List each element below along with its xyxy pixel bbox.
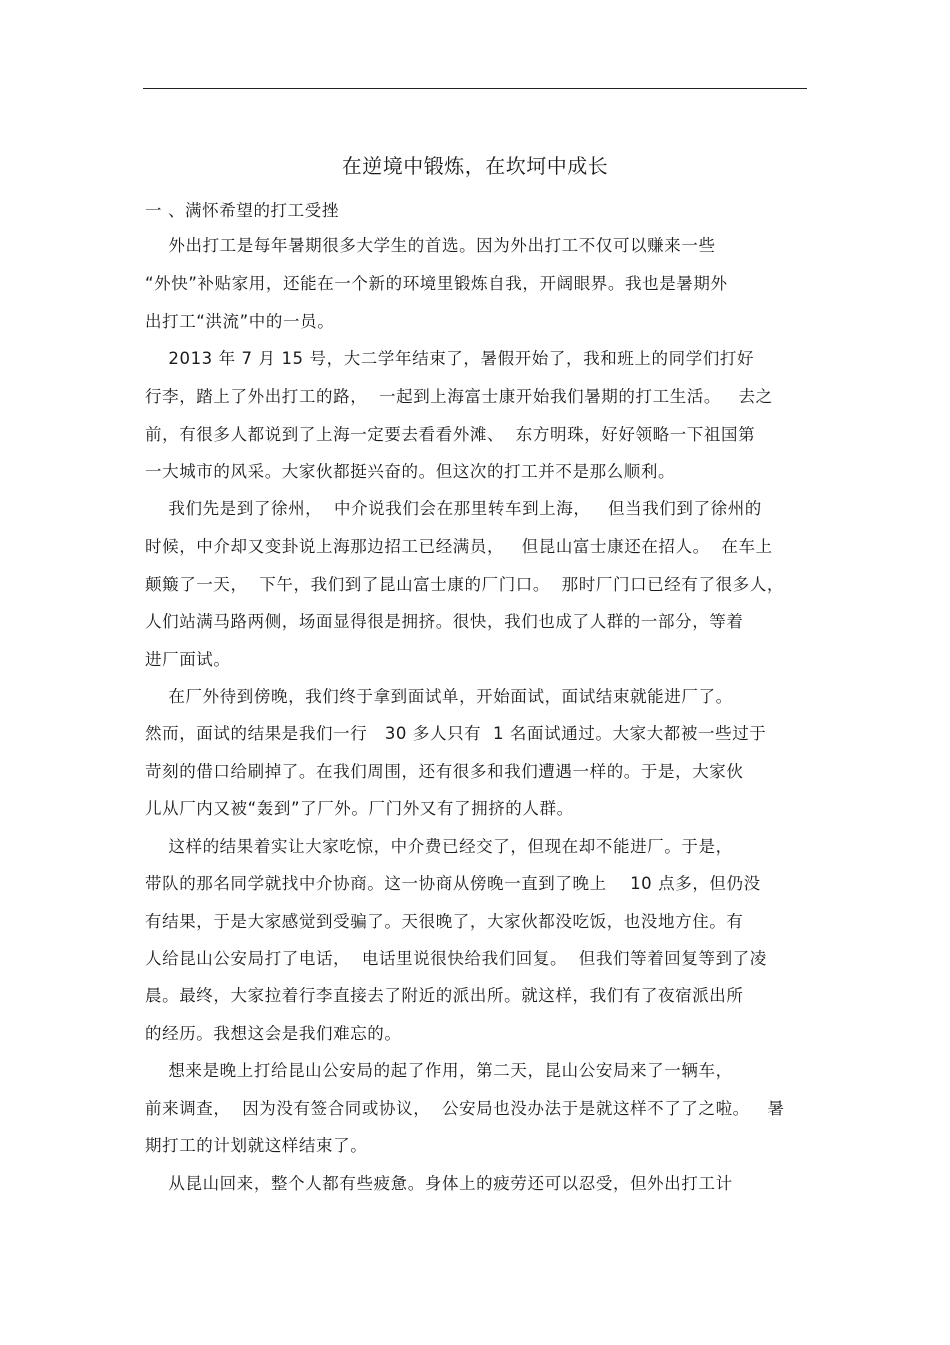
body-line: 有结果，于是大家感觉到受骗了。天很晚了，大家伙都没吃饭，也没地方住。有	[145, 912, 744, 931]
body-line: 的经历。我想这会是我们难忘的。	[145, 1024, 402, 1043]
body-line: 从昆山回来，整个人都有些疲惫。身体上的疲劳还可以忍受，但外出打工计	[145, 1174, 733, 1193]
body-line: 期打工的计划就这样结束了。	[145, 1136, 368, 1155]
body-line: 人们站满马路两侧，场面显得很是拥挤。很快，我们也成了人群的一部分，等着	[145, 612, 744, 631]
body-line: 2013 年 7 月 15 号，大二学年结束了，暑假开始了，我和班上的同学们打好	[145, 349, 755, 368]
body-line: 这样的结果着实让大家吃惊，中介费已经交了，但现在却不能进厂。于是，	[145, 837, 733, 856]
body-line: 儿从厂内又被“轰到”了厂外。厂门外又有了拥挤的人群。	[145, 799, 574, 818]
body-line: 前，有很多人都说到了上海一定要去看看外滩、 东方明珠，好好领略一下祖国第	[145, 425, 756, 444]
body-line: 想来是晚上打给昆山公安局的起了作用，第二天，昆山公安局来了一辆车，	[145, 1061, 733, 1080]
body-line: 行李，踏上了外出打工的路， 一起到上海富士康开始我们暑期的打工生活。 去之	[145, 387, 773, 406]
document-title: 在逆境中锻炼，在坎坷中成长	[341, 154, 609, 178]
body-line: 苛刻的借口给刷掉了。在我们周围，还有很多和我们遭遇一样的。于是，大家伙	[145, 762, 744, 781]
body-line: 进厂面试。	[145, 650, 231, 669]
body-line: 在厂外待到傍晚，我们终于拿到面试单，开始面试，面试结束就能进厂了。	[145, 687, 733, 706]
body-line: 人给昆山公安局打了电话， 电话里说很快给我们回复。 但我们等着回复等到了凌	[145, 949, 767, 968]
body-line: 然而，面试的结果是我们一行 30 多人只有 1 名面试通过。大家大都被一些过于	[145, 724, 767, 743]
body-line: 出打工“洪流”中的一员。	[145, 312, 335, 331]
body-line: 带队的那名同学就找中介协商。这一协商从傍晚一直到了晚上 10 点多，但仍没	[145, 874, 761, 893]
body-line: 时候，中介却又变卦说上海那边招工已经满员， 但昆山富士康还在招人。 在车上	[145, 537, 773, 556]
header-rule	[143, 88, 807, 89]
section-heading: 一 、满怀希望的打工受挫	[145, 201, 339, 220]
body-line: 前来调查， 因为没有签合同或协议， 公安局也没办法于是就这样不了了之啦。 暑	[145, 1099, 785, 1118]
body-line: 颠簸了一天， 下午，我们到了昆山富士康的厂门口。 那时厂门口已经有了很多人，	[145, 575, 784, 594]
body-line: 我们先是到了徐州， 中介说我们会在那里转车到上海， 但当我们到了徐州的	[145, 499, 762, 518]
body-line: 晨。最终，大家拉着行李直接去了附近的派出所。就这样，我们有了夜宿派出所	[145, 986, 744, 1005]
body-line: “外快”补贴家用，还能在一个新的环境里锻炼自我，开阔眼界。我也是暑期外	[145, 274, 728, 293]
body-line: 外出打工是每年暑期很多大学生的首选。因为外出打工不仅可以赚来一些	[145, 236, 716, 255]
body-line: 一大城市的风采。大家伙都挺兴奋的。但这次的打工并不是那么顺利。	[145, 462, 676, 481]
